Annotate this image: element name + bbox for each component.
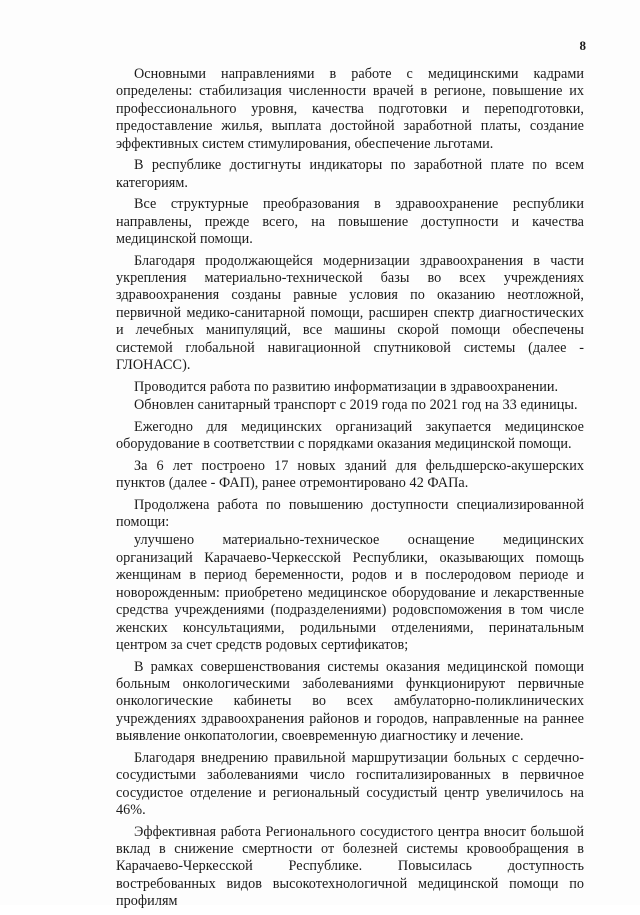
paragraph: Продолжена работа по повышению доступности специализированной помощи: <box>116 496 584 531</box>
paragraph: Эффективная работа Регионального сосудистого центра вносит большой вклад в снижение смертности от болезней системы кровообращения в Карачаево-Черкесской Республике. Повысилась доступность востребованных видов высокотехнологичной медицинской помощи по профилям <box>116 823 584 910</box>
paragraph: Основными направлениями в работе с медицинскими кадрами определены: стабилизация численности врачей в регионе, повышение их профессионального уровня, качества подготовки и переподготовки, предоставление жилья, выплата достойной заработной платы, создание эффективных систем стимулирования, обеспечение льготами. <box>116 66 584 152</box>
paragraph: улучшено материально-техническое оснащение медицинских организаций Карачаево-Черкесской Республики, оказывающих помощь женщинам в период беременности, родов и в послеродовом периоде и новорожденным: приобретено медицинское оборудование и лекарственные средства учреждениями (подразделениями) родовспоможения в том числе женских консультациями, родильными отделениями, перинатальным центром за счет средств родовых сертификатов; <box>116 532 584 653</box>
paragraph: Проводится работа по развитию информатизации в здравоохранении. <box>134 378 559 395</box>
paragraph: Ежегодно для медицинских организаций закупается медицинское оборудование в соответствии с порядками оказания медицинской помощи. <box>116 418 584 453</box>
paragraph: В рамках совершенствования системы оказания медицинской помощи больным онкологическими заболеваниями функционируют первичные онкологические кабинеты во всех амбулаторно-поликлинических учреждениях здравоохранения районов и городов, направленные на раннее выявление онкопатологии, своевременную диагностику и лечение. <box>116 658 584 745</box>
paragraph: Обновлен санитарный транспорт с 2019 года по 2021 год на 33 единицы. <box>134 397 578 414</box>
paragraph: За 6 лет построено 17 новых зданий для фельдшерско-акушерских пунктов (далее - ФАП), ранее отремонтировано 42 ФАПа. <box>116 457 584 492</box>
paragraph: В республике достигнуты индикаторы по заработной плате по всем категориям. <box>116 157 584 191</box>
paragraph: Все структурные преобразования в здравоохранение республики направлены, прежде всего, на повышение доступности и качества медицинской помощи. <box>116 196 584 248</box>
page-number: 8 <box>579 38 586 53</box>
paragraph: Благодаря внедрению правильной маршрутизации больных с сердечно-сосудистыми заболеваниями число госпитализированных в первичное сосудистое отделение и региональный сосудистый центр увеличилось на 46%. <box>116 749 584 818</box>
paragraph: Благодаря продолжающейся модернизации здравоохранения в части укрепления материально-технической базы во всех учреждениях здравоохранения созданы равные условия по оказанию неотложной, первичной медико-санитарной помощи, расширен спектр диагностических и лечебных манипуляций, все машины скорой помощи обеспечены системой глобальной навигационной спутниковой системы (далее - ГЛОНАСС). <box>116 252 584 374</box>
document-body <box>116 66 584 915</box>
